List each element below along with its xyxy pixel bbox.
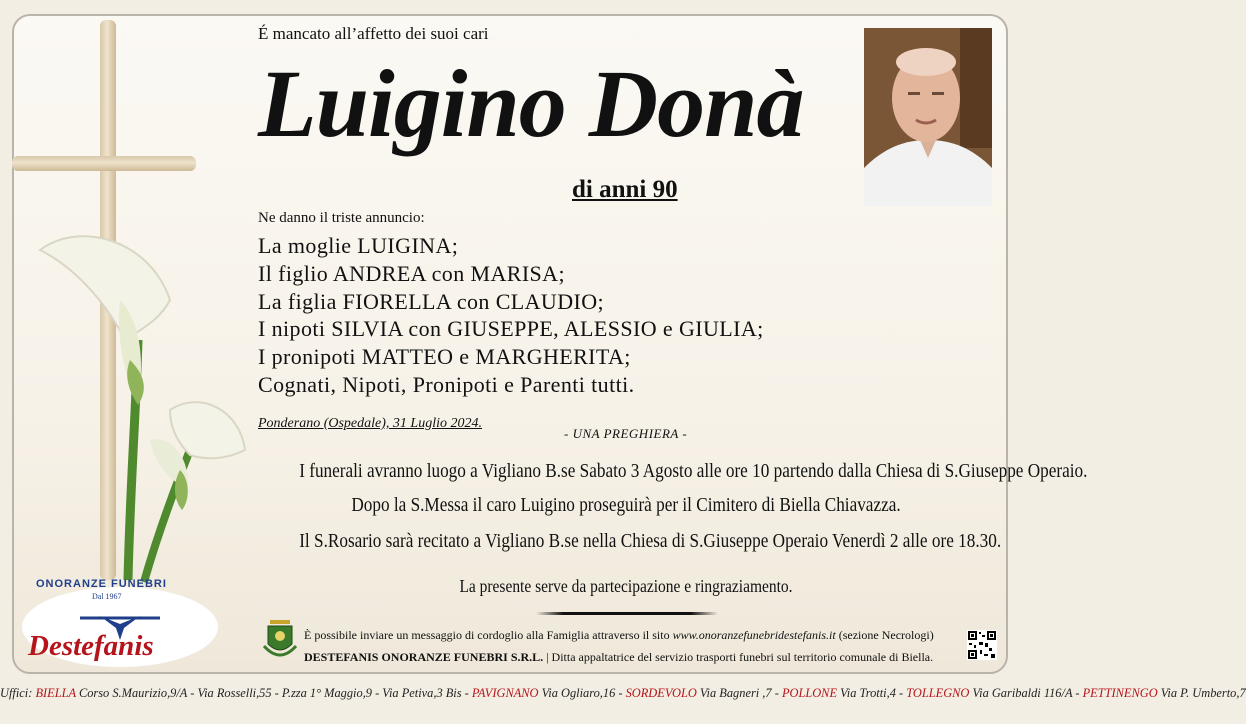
- funeral-line: I funerali avranno luogo a Vigliano B.se Sabato 3 Agosto alle ore 10 partendo dalla Chiesa di S.Giuseppe Operaio.: [299, 460, 1088, 482]
- portrait-icon: [864, 28, 992, 206]
- office-town: TOLLEGNO: [906, 686, 970, 700]
- family-line: Il figlio ANDREA con MARISA;: [258, 260, 565, 286]
- qr-code-icon[interactable]: [967, 630, 997, 660]
- prayer-label: - UNA PREGHIERA -: [564, 426, 688, 441]
- office-address: Via P. Umberto,7: [1157, 686, 1246, 700]
- office-town: BIELLA: [35, 686, 76, 700]
- condolence-line: [304, 628, 934, 643]
- divider: [536, 612, 718, 615]
- deceased-name: Luigino Donà: [258, 50, 804, 157]
- municipal-crest-icon: [262, 616, 298, 662]
- office-address: Corso S.Maurizio,9/A - Via Rosselli,55 - P.zza 1° Maggio,9 - Via Petiva,3 Bis -: [75, 686, 472, 700]
- funeral-line: Dopo la S.Messa il caro Luigino proseguirà per il Cimitero di Biella Chiavazza.: [351, 494, 901, 516]
- office-address: Via Bagneri ,7 -: [696, 686, 782, 700]
- office-town: POLLONE: [781, 686, 838, 700]
- logo-name: Destefanis: [28, 630, 154, 662]
- family-line: Cognati, Nipoti, Pronipoti e Parenti tutti.: [258, 371, 635, 397]
- office-town: PETTINENGO: [1082, 686, 1158, 700]
- family-line: I pronipoti MATTEO e MARGHERITA;: [258, 344, 631, 370]
- company-name: DESTEFANIS ONORANZE FUNEBRI S.R.L.: [304, 650, 544, 664]
- intro-line: É mancato all’affetto dei suoi cari: [258, 24, 489, 43]
- participation-line: La presente serve da partecipazione e ringraziamento.: [459, 576, 793, 596]
- logo-title: ONORANZE FUNEBRI: [36, 578, 167, 590]
- lily-flowers-icon: [20, 210, 260, 590]
- cross-horizontal: [12, 156, 196, 171]
- deceased-photo: [864, 28, 992, 206]
- family-line: La moglie LUIGINA;: [258, 233, 459, 258]
- family-list: [258, 232, 764, 399]
- family-line: La figlia FIORELLA con CLAUDIO;: [258, 288, 605, 314]
- footer-label: Uffici:: [0, 686, 36, 700]
- condolence-text: È possibile inviare un messaggio di cordoglio alla Famiglia attraverso il sito: [304, 628, 673, 642]
- deceased-age: di anni 90: [572, 176, 678, 203]
- place-date: Ponderano (Ospedale), 31 Luglio 2024.: [258, 416, 482, 431]
- company-description: | Ditta appaltatrice del servizio trasporti funebri sul territorio comunale di Biella.: [543, 650, 934, 664]
- office-town: PAVIGNANO: [471, 686, 539, 700]
- office-address: Via Ogliaro,16 -: [538, 686, 626, 700]
- family-line: I nipoti SILVIA con GIUSEPPE, ALESSIO e GIULIA;: [258, 316, 764, 342]
- office-address: Via Garibaldi 116/A -: [969, 686, 1083, 700]
- logo-since: Dal 1967: [92, 592, 122, 601]
- office-address: Via Trotti,4 -: [837, 686, 907, 700]
- announcement-line: Ne danno il triste annuncio:: [258, 210, 425, 226]
- offices-footer: [0, 686, 1246, 701]
- funeral-line: Il S.Rosario sarà recitato a Vigliano B.se nella Chiesa di S.Giuseppe Operaio Venerdì 2 alle ore 18.30.: [299, 530, 1002, 552]
- company-line: [304, 650, 933, 665]
- website-link[interactable]: www.onoranzefunebridestefanis.it: [672, 628, 836, 642]
- office-town: SORDEVOLO: [625, 686, 697, 700]
- condolence-suffix: (sezione Necrologi): [835, 628, 934, 642]
